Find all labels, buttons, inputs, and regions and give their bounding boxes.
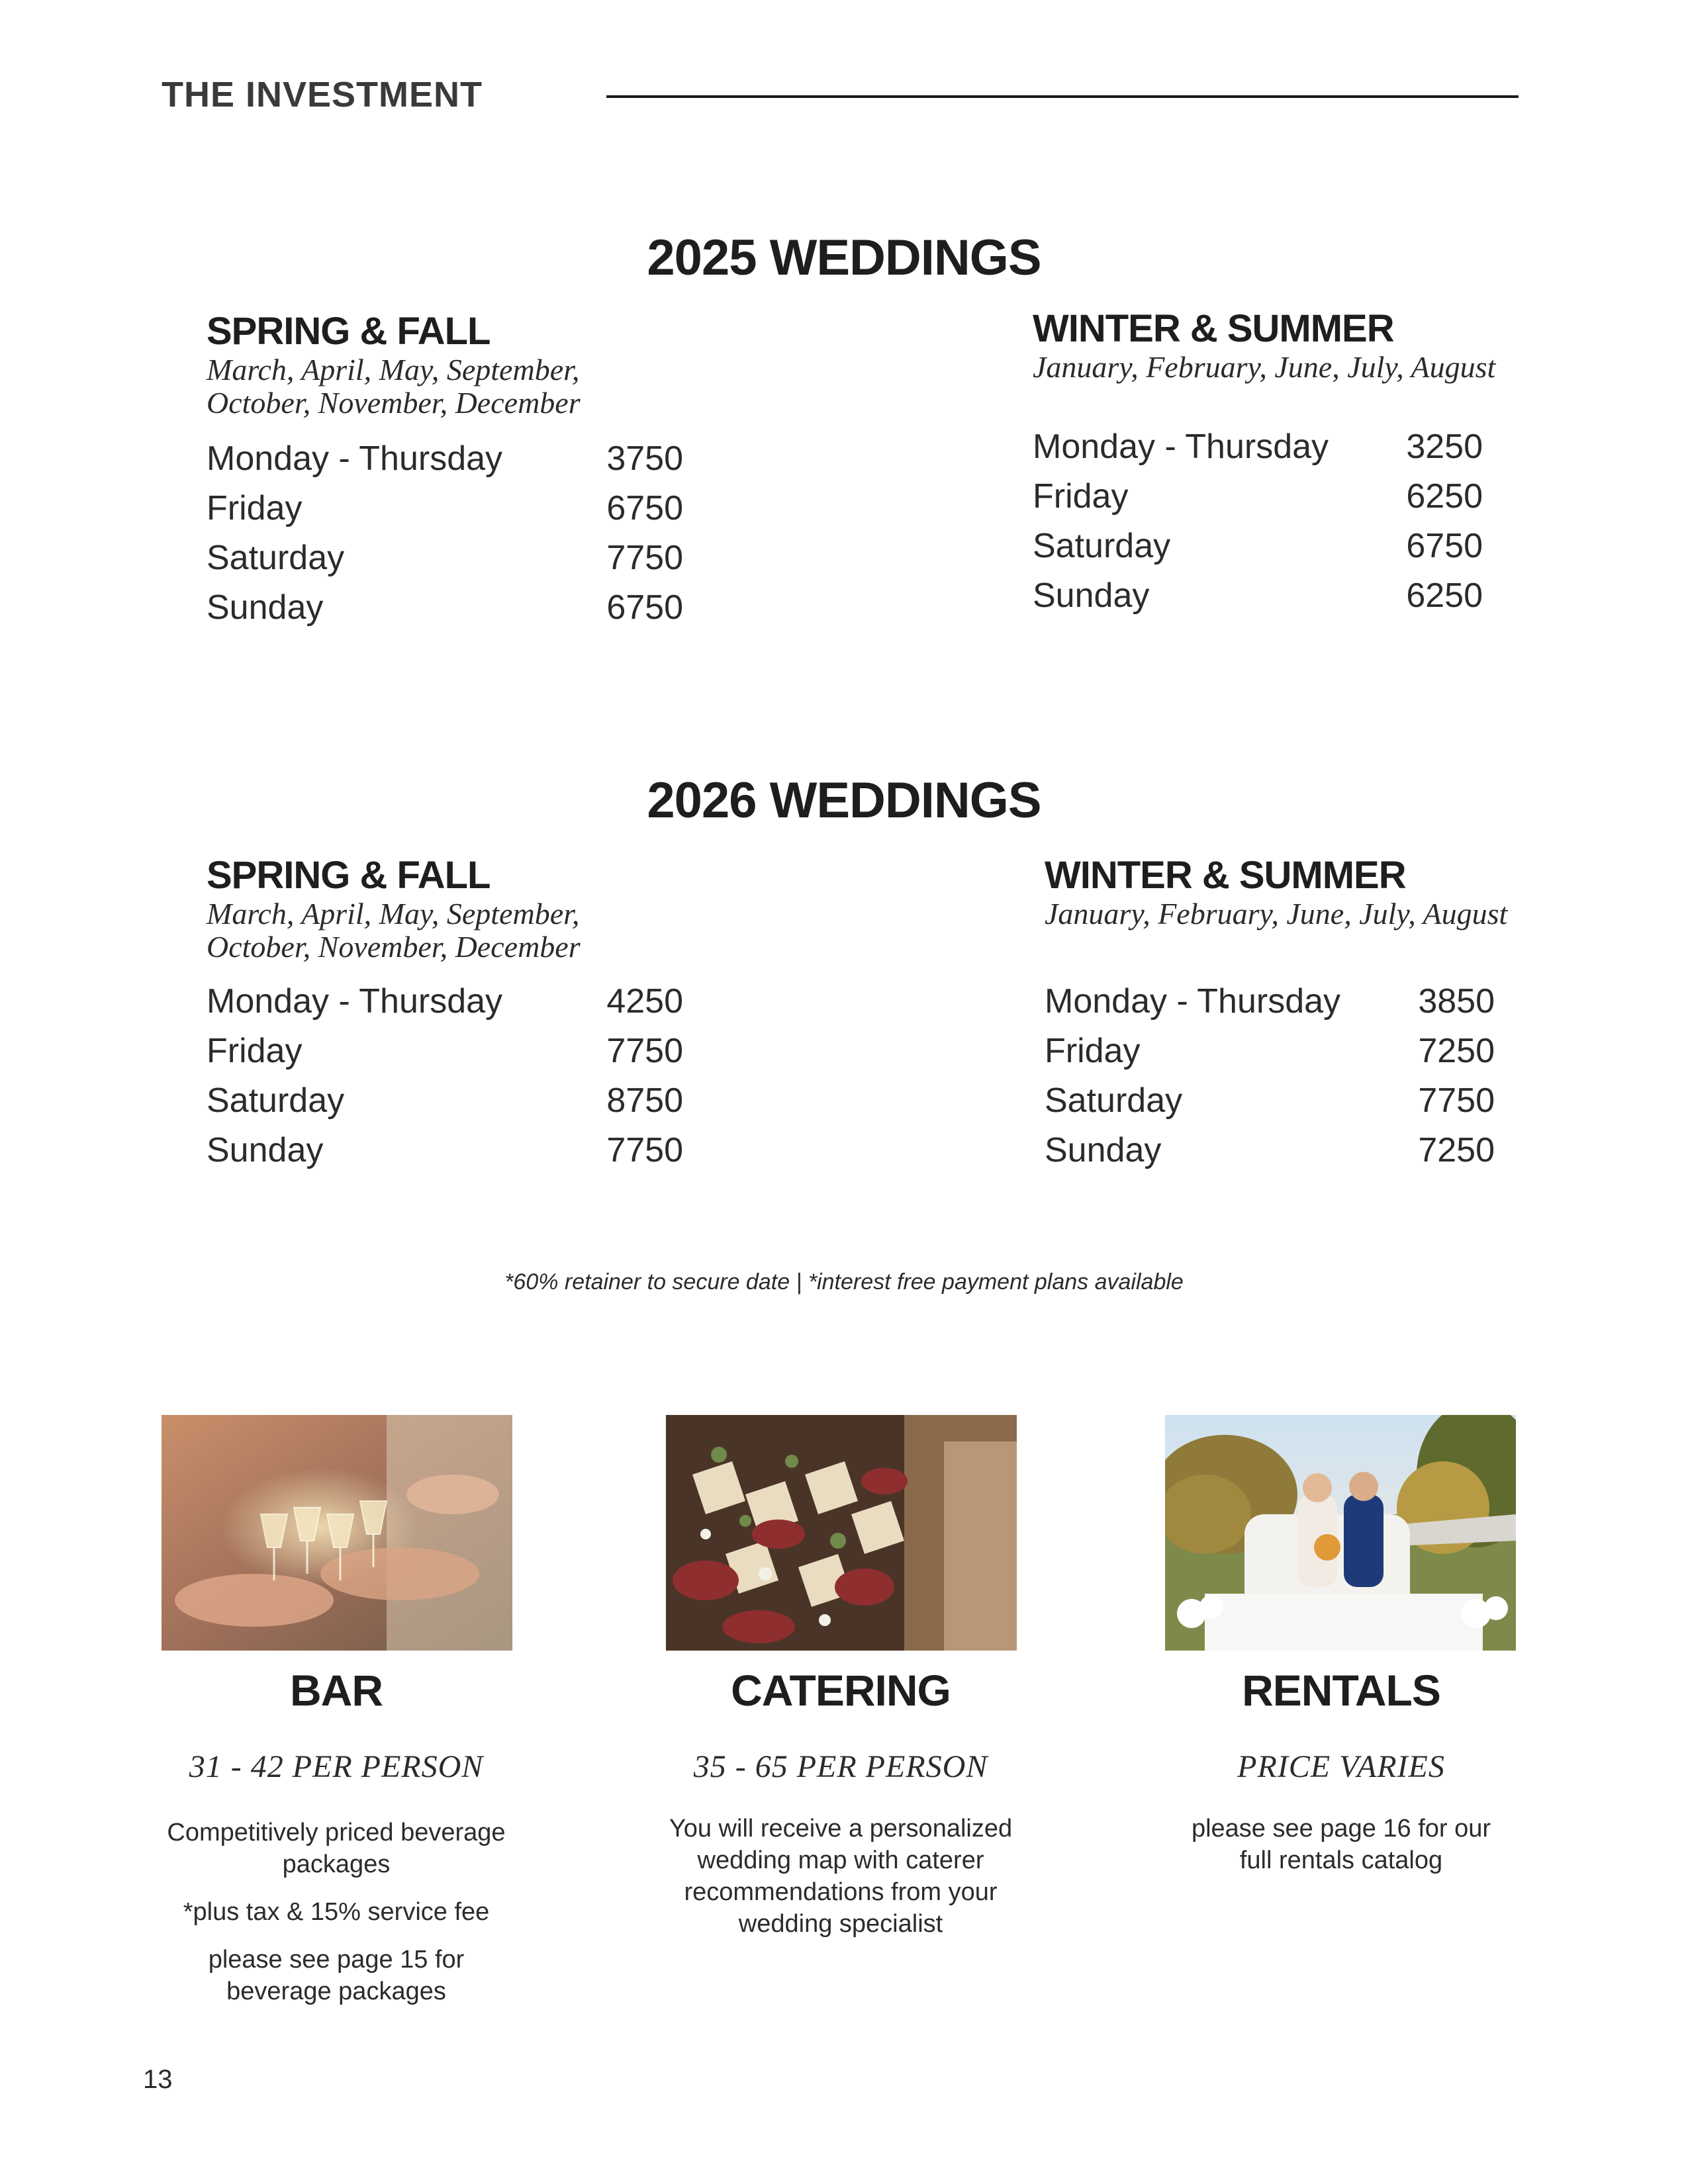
rate-day: Saturday (207, 1081, 345, 1120)
bar-service (151, 1664, 522, 2007)
rate-day: Monday - Thursday (207, 982, 503, 1021)
season-winter-summer-2025 (1033, 307, 1496, 621)
header-divider (606, 95, 1519, 98)
rate-row (207, 434, 683, 484)
season-name: WINTER & SUMMER (1033, 307, 1394, 350)
rate-day: Saturday (1045, 1081, 1183, 1120)
rate-list (207, 434, 683, 633)
rate-row (207, 1126, 683, 1175)
rate-row (207, 1026, 683, 1076)
rate-list (207, 977, 683, 1175)
rate-price: 3250 (1406, 428, 1483, 466)
rate-row (1045, 1026, 1495, 1076)
year-heading-2026: 2026 WEDDINGS (647, 772, 1041, 829)
service-description: You will receive a personalized wedding map with caterer recommendations from your wedding specialist (669, 1815, 1013, 1938)
payment-footnote: *60% retainer to secure date | *interest free payment plans available (504, 1269, 1184, 1295)
rate-row (207, 583, 683, 633)
rate-day: Sunday (207, 588, 324, 627)
rate-day: Saturday (1033, 527, 1171, 565)
catering-photo (666, 1415, 1017, 1651)
season-months: January, February, June, July, August (1033, 350, 1496, 384)
rate-day: Sunday (1045, 1131, 1162, 1169)
service-fee-note: *plus tax & 15% service fee (183, 1898, 490, 1926)
season-name: WINTER & SUMMER (1045, 854, 1406, 897)
rate-price: 7750 (606, 1131, 683, 1169)
rate-list (1033, 422, 1483, 621)
section-title: THE INVESTMENT (162, 75, 483, 114)
catering-service (655, 1664, 1026, 1940)
rate-day: Saturday (207, 539, 345, 577)
rate-row (207, 533, 683, 583)
rate-row (207, 484, 683, 533)
rate-row (1045, 1126, 1495, 1175)
rate-day: Monday - Thursday (1033, 428, 1329, 466)
rate-price: 6750 (606, 489, 683, 527)
rate-day: Friday (1045, 1032, 1141, 1070)
rate-row (1045, 1076, 1495, 1126)
rate-day: Monday - Thursday (1045, 982, 1341, 1021)
service-title: CATERING (731, 1666, 951, 1715)
rate-price: 6750 (606, 588, 683, 627)
rate-row (1033, 571, 1483, 621)
rate-price: 4250 (606, 982, 683, 1021)
service-price: 35 - 65 PER PERSON (693, 1749, 988, 1784)
rentals-service (1156, 1664, 1526, 1876)
season-months: March, April, May, September, October, November, December (207, 353, 581, 420)
rate-row (1033, 472, 1483, 522)
rate-price: 7250 (1418, 1032, 1495, 1070)
service-title: BAR (290, 1666, 383, 1715)
rate-day: Monday - Thursday (207, 439, 503, 478)
rate-row (1033, 522, 1483, 571)
service-page-reference: please see page 16 for our full rentals catalog (1191, 1815, 1491, 1874)
rate-price: 7250 (1418, 1131, 1495, 1169)
rate-day: Friday (207, 489, 303, 527)
year-heading-2025: 2025 WEDDINGS (647, 230, 1041, 286)
rate-day: Sunday (207, 1131, 324, 1169)
service-title: RENTALS (1242, 1666, 1440, 1715)
rate-price: 7750 (1418, 1081, 1495, 1120)
rate-price: 6750 (1406, 527, 1483, 565)
season-name: SPRING & FALL (207, 854, 491, 897)
rate-row (207, 1076, 683, 1126)
service-price: 31 - 42 PER PERSON (189, 1749, 484, 1784)
rate-price: 3750 (606, 439, 683, 478)
season-name: SPRING & FALL (207, 310, 491, 353)
rate-price: 6250 (1406, 477, 1483, 516)
rate-row (1045, 977, 1495, 1026)
rate-day: Friday (1033, 477, 1129, 516)
rate-price: 6250 (1406, 576, 1483, 615)
rentals-photo (1165, 1415, 1516, 1651)
service-description: Competitively priced beverage packages (167, 1819, 506, 1878)
season-spring-fall-2025 (207, 311, 683, 633)
season-spring-fall-2026 (207, 855, 683, 1175)
service-price: PRICE VARIES (1237, 1749, 1445, 1784)
season-months: January, February, June, July, August (1045, 897, 1508, 931)
rate-day: Friday (207, 1032, 303, 1070)
rate-price: 3850 (1418, 982, 1495, 1021)
rate-row (207, 977, 683, 1026)
rate-price: 7750 (606, 1032, 683, 1070)
bar-photo (162, 1415, 512, 1651)
rate-list (1045, 977, 1495, 1175)
service-page-reference: please see page 15 for beverage packages (208, 1946, 465, 2005)
rate-price: 8750 (606, 1081, 683, 1120)
page-number: 13 (143, 2065, 173, 2094)
rate-day: Sunday (1033, 576, 1150, 615)
season-winter-summer-2026 (1045, 854, 1508, 1175)
season-months: March, April, May, September, October, November, December (207, 897, 581, 964)
rate-row (1033, 422, 1483, 472)
rate-price: 7750 (606, 539, 683, 577)
